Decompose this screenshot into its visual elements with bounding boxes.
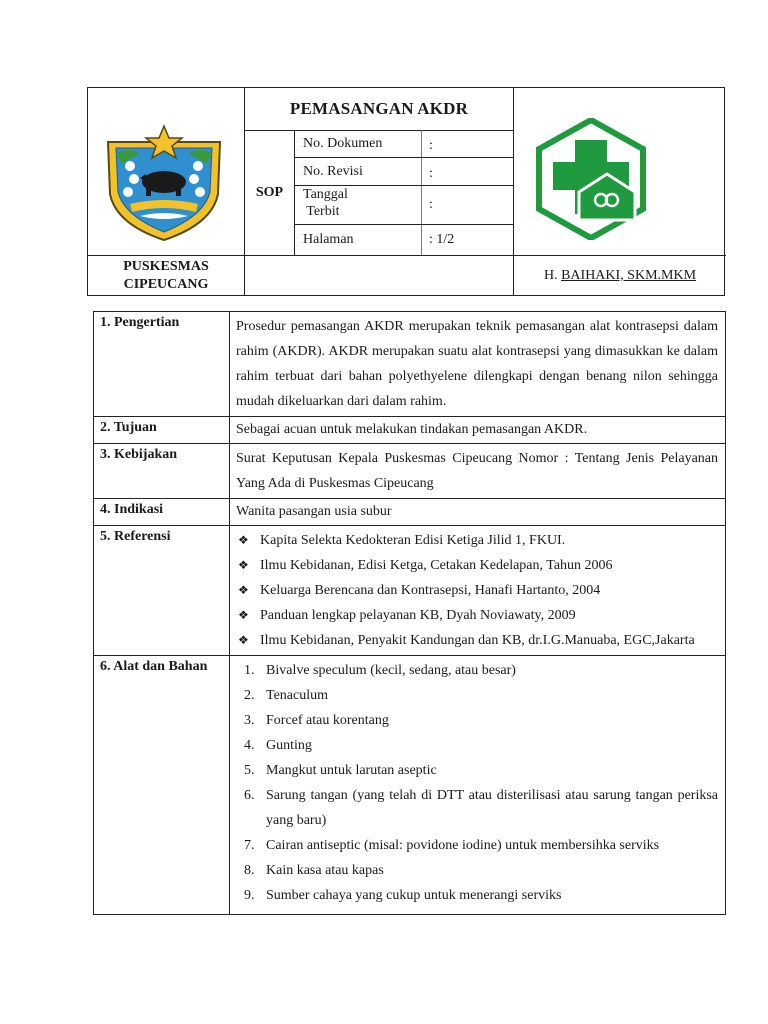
reference-text: Ilmu Kebidanan, Penyakit Kandungan dan KB, dr.I.G.Manuaba, EGC,Jakarta [260, 633, 695, 648]
sop-label: SOP [255, 185, 284, 200]
signatory-prefix: H. [543, 268, 562, 283]
meta-value-revision: : [429, 166, 433, 181]
divider [294, 130, 295, 255]
institution-name-line-2: CIPEUCANG [123, 277, 209, 292]
institution-name [88, 256, 244, 296]
list-item [236, 658, 718, 683]
section-number: 6. [100, 659, 111, 674]
section-title: Alat dan Bahan [113, 659, 208, 674]
table-row [94, 526, 726, 656]
indication-text: Wanita pasangan usia subur [236, 504, 392, 519]
section-number: 2. [100, 420, 111, 435]
section-body [230, 312, 726, 417]
diamond-bullet-icon: ❖ [238, 533, 249, 547]
document-title: PEMASANGAN AKDR [289, 99, 469, 118]
meta-label-issue-date: Tanggal Terbit [303, 187, 348, 219]
item-text: Tenaculum [266, 688, 328, 703]
table-row [94, 499, 726, 526]
section-body [230, 499, 726, 526]
item-number: 6. [244, 788, 255, 803]
policy-text: Surat Keputusan Kepala Puskesmas Cipeucang Nomor : Tentang Jenis Pelayanan Yang Ada di Puskesmas Cipeucang [236, 451, 718, 491]
item-text: Cairan antiseptic (misal: povidone iodine) untuk membersihka serviks [266, 838, 660, 853]
list-item [236, 603, 718, 628]
item-number: 5. [244, 763, 255, 778]
item-text: Forcef atau korentang [266, 713, 389, 728]
reference-text: Ilmu Kebidanan, Edisi Ketga, Cetakan Kedelapan, Tahun 2006 [260, 558, 613, 573]
section-number: 1. [100, 315, 111, 330]
procedure-table [93, 311, 726, 915]
list-item [236, 883, 718, 908]
list-item [236, 628, 718, 653]
divider [294, 157, 513, 158]
divider [294, 224, 513, 225]
table-row [94, 312, 726, 417]
list-item [236, 578, 718, 603]
meta-label-document-number: No. Dokumen [303, 136, 383, 151]
list-item [236, 733, 718, 758]
section-number: 3. [100, 447, 111, 462]
section-heading [94, 499, 230, 526]
reference-text: Keluarga Berencana dan Kontrasepsi, Hanafi Hartanto, 2004 [260, 583, 601, 598]
table-row [94, 417, 726, 444]
diamond-bullet-icon: ❖ [238, 583, 249, 597]
item-text: Bivalve speculum (kecil, sedang, atau besar) [266, 663, 516, 678]
reference-text: Kapita Selekta Kedokteran Edisi Ketiga Jilid 1, FKUI. [260, 533, 566, 548]
item-number: 9. [244, 888, 255, 903]
item-number: 8. [244, 863, 255, 878]
institution-name-line-1: PUSKESMAS [123, 259, 209, 274]
signatory [514, 256, 726, 296]
meta-value-document-number: : [429, 138, 433, 153]
item-number: 7. [244, 838, 255, 853]
puskesmas-logo [533, 118, 649, 240]
item-text: Mangkut untuk larutan aseptic [266, 763, 437, 778]
item-text: Sarung tangan (yang telah di DTT atau disterilisasi atau sarung tangan periksa yang baru) [266, 788, 718, 828]
diamond-bullet-icon: ❖ [238, 633, 249, 647]
document-header [87, 87, 725, 296]
table-row [94, 444, 726, 499]
section-body [230, 417, 726, 444]
purpose-text: Sebagai acuan untuk melakukan tindakan pemasangan AKDR. [236, 422, 588, 437]
equipment-list [236, 658, 718, 908]
item-text: Kain kasa atau kapas [266, 863, 384, 878]
diamond-bullet-icon: ❖ [238, 608, 249, 622]
section-heading [94, 526, 230, 656]
meta-label-page: Halaman [303, 232, 354, 247]
reference-text: Panduan lengkap pelayanan KB, Dyah Noviawaty, 2009 [260, 608, 576, 623]
section-body [230, 656, 726, 915]
section-title: Tujuan [113, 420, 157, 435]
item-number: 3. [244, 713, 255, 728]
list-item [236, 783, 718, 833]
regency-crest-logo [100, 124, 228, 242]
item-text: Gunting [266, 738, 312, 753]
section-heading [94, 444, 230, 499]
section-heading [94, 656, 230, 915]
item-number: 2. [244, 688, 255, 703]
section-body [230, 526, 726, 656]
section-heading [94, 312, 230, 417]
list-item [236, 858, 718, 883]
section-title: Kebijakan [114, 447, 178, 462]
list-item [236, 833, 718, 858]
section-title: Indikasi [114, 502, 164, 517]
meta-label-revision: No. Revisi [303, 164, 363, 179]
table-row [94, 656, 726, 915]
item-text: Sumber cahaya yang cukup untuk menerangi serviks [266, 888, 562, 903]
section-title: Pengertian [114, 315, 180, 330]
divider [421, 130, 422, 255]
item-number: 1. [244, 663, 255, 678]
list-item [236, 758, 718, 783]
list-item [236, 553, 718, 578]
signatory-name: BAIHAKI, SKM.MKM [561, 268, 697, 283]
section-number: 5. [100, 529, 111, 544]
reference-list [236, 528, 718, 653]
diamond-bullet-icon: ❖ [238, 558, 249, 572]
meta-value-page: : 1/2 [429, 232, 455, 247]
section-number: 4. [100, 502, 111, 517]
list-item [236, 528, 718, 553]
item-number: 4. [244, 738, 255, 753]
meta-value-issue-date: : [429, 197, 433, 212]
list-item [236, 683, 718, 708]
list-item [236, 708, 718, 733]
definition-text: Prosedur pemasangan AKDR merupakan teknik pemasangan alat kontrasepsi dalam rahim (AKDR). AKDR merupakan suatu alat kontrasepsi yang dimasukkan ke dalam rahim terbuat dari bahan polyethyelene dilengkapi dengan benang nilon sehingga mudah dikeluarkan dari dalam rahim. [236, 319, 718, 409]
section-heading [94, 417, 230, 444]
section-title: Referensi [114, 529, 171, 544]
section-body [230, 444, 726, 499]
